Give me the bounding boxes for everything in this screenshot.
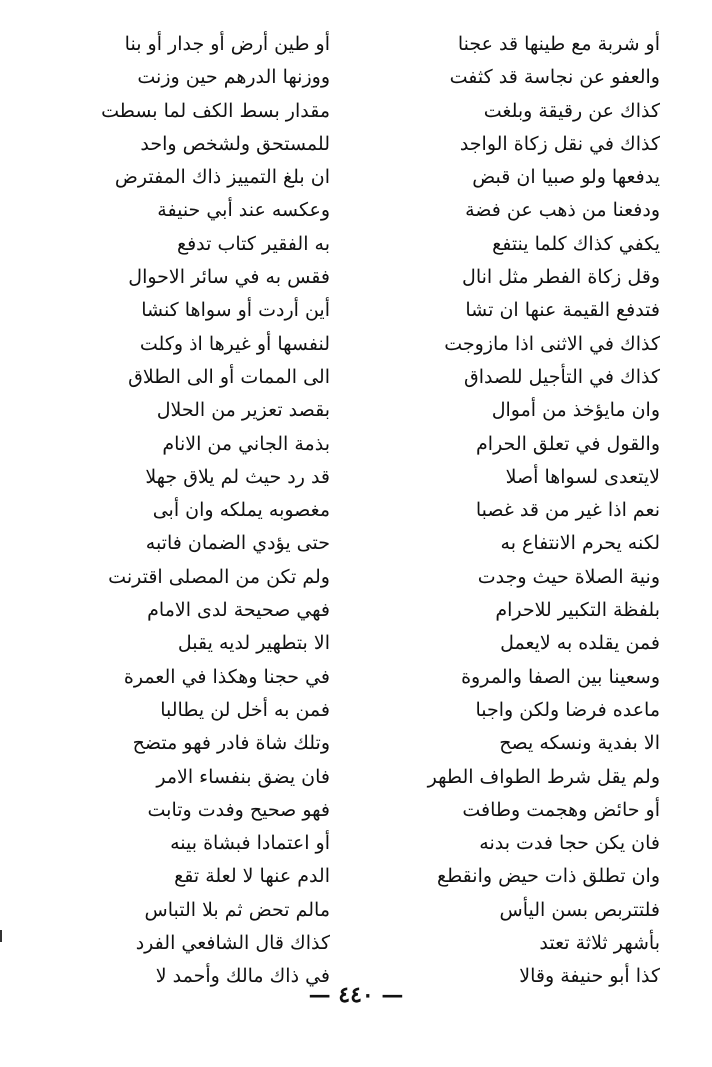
verse-line: فمن به أخل لن يطالبا — [160, 698, 330, 721]
verse-line: كذاك في نقل زكاة الواجد — [459, 132, 660, 155]
verse-line: ولم يقل شرط الطواف الطهر — [427, 765, 660, 788]
verse-line: أو شربة مع طينها قد عجنا — [457, 33, 660, 55]
verse-line: وقل زكاة الفطر مثل انال — [462, 266, 660, 289]
verse-line: أو طين أرض أو جدار أو بنا — [124, 33, 330, 55]
verse-line: كذاك في الاثنى اذا مازوجت — [444, 332, 660, 355]
verse-line: كذا أبو حنيفة وقالا — [519, 965, 660, 988]
verse-line: والعفو عن نجاسة قد كثفت — [449, 66, 660, 89]
verse-line: وان مايؤخذ من أموال — [491, 399, 660, 422]
verse-line: أو اعتمادا فبشاة بينه — [170, 832, 330, 855]
verse-line: وان تطلق ذات حيض وانقطع — [436, 865, 660, 888]
verse-line: مقدار بسط الكف لما بسطت — [101, 99, 330, 122]
verse-line: ووزنها الدرهم حين وزنت — [137, 66, 330, 89]
verse-line: مالم تحض ثم بلا التباس — [144, 898, 330, 921]
verse-line: فان يكن حجا فدت بدنه — [479, 832, 660, 855]
verse-line: بأشهر ثلاثة تعتد — [539, 932, 660, 955]
verse-line: فان يضق بنفساء الامر — [156, 765, 330, 788]
verse-line: أين أردت أو سواها كنشا — [141, 299, 330, 322]
verse-line: يدفعها ولو صبيا ان قبض — [472, 166, 660, 189]
verse-line: لنفسها أو غيرها اذ وكلت — [139, 332, 330, 355]
verse-line: نعم اذا غير من قد غصبا — [475, 499, 660, 522]
verse-line: الدم عنها لا لعلة تقع — [174, 865, 330, 888]
verse-line: كذاك في التأجيل للصداق — [463, 365, 660, 388]
verse-line: للمستحق ولشخص واحد — [140, 132, 330, 155]
verse-line: به الفقير كتاب تدفع — [176, 232, 330, 255]
verse-line: وعكسه عند أبي حنيفة — [157, 199, 330, 222]
verse-line: في حجنا وهكذا في العمرة — [123, 665, 330, 688]
verse-line: قد رد حيث لم يلاق جهلا — [145, 465, 330, 488]
verse-line: فتدفع القيمة عنها ان تشا — [465, 299, 660, 322]
verse-line: ماعده فرضا ولكن واجبا — [475, 698, 660, 721]
verse-line: وتلك شاة فادر فهو متضح — [132, 732, 330, 755]
verse-line: ونية الصلاة حيث وجدت — [477, 565, 660, 588]
poem-body — [60, 28, 660, 994]
verse-line: فهو صحيح وفدت وتابت — [147, 798, 330, 821]
verse-line: ودفعنا من ذهب عن فضة — [465, 199, 660, 222]
verse-line: ان بلغ التمييز ذاك المفترض — [114, 166, 330, 189]
verse-line: لكنه يحرم الانتفاع به — [500, 532, 660, 555]
verse-line: كذاك عن رقيقة وبلغت — [483, 99, 660, 122]
verse-line: فقس به في سائر الاحوال — [128, 266, 330, 289]
verse-line: فهي صحيحة لدى الامام — [147, 599, 330, 622]
verse-line: بلفظة التكبير للاحرام — [495, 599, 660, 622]
poem-right-column — [360, 28, 660, 994]
verse-line: الا بفدية ونسكه يصح — [499, 732, 660, 755]
verse-line: كذاك قال الشافعي الفرد — [135, 932, 330, 955]
verse-line: والقول في تعلق الحرام — [476, 432, 660, 455]
verse-line: الا بتطهير لديه يقبل — [177, 632, 330, 655]
verse-line: حتى يؤدي الضمان فاتبه — [145, 532, 330, 555]
verse-line: لايتعدى لسواها أصلا — [505, 465, 660, 488]
verse-line: بقصد تعزير من الحلال — [156, 399, 330, 422]
margin-mark — [0, 930, 2, 942]
verse-line: وسعينا بين الصفا والمروة — [461, 665, 660, 688]
poem-left-column — [60, 28, 330, 994]
verse-line: مغصوبه يملكه وان أبى — [152, 499, 330, 522]
verse-line: بذمة الجاني من الانام — [162, 432, 330, 455]
verse-line: في ذاك مالك وأحمد لا — [155, 965, 330, 988]
verse-line: الى الممات أو الى الطلاق — [128, 365, 330, 388]
verse-line: يكفي كذاك كلما ينتفع — [492, 232, 660, 255]
verse-line: فمن يقلده به لايعمل — [500, 632, 660, 655]
verse-line: أو حائض وهجمت وطافت — [462, 798, 660, 821]
page-number: — ٤٤٠ — — [308, 982, 404, 1008]
verse-line: ولم تكن من المصلى اقترنت — [108, 565, 330, 588]
verse-line: فلتتربص بسن اليأس — [499, 898, 660, 921]
